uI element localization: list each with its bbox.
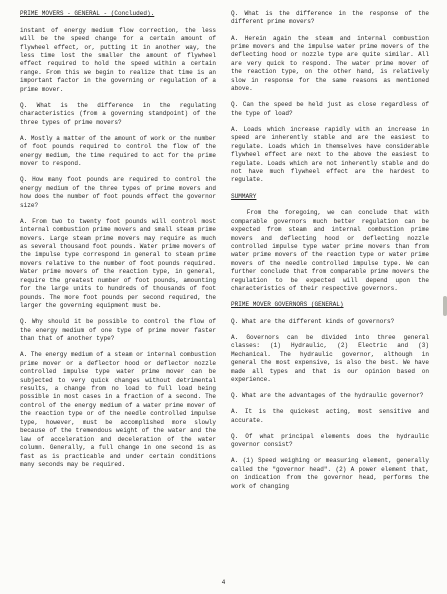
section-heading-prime-movers: PRIME MOVERS - GENERAL - (Concluded). <box>20 10 155 17</box>
answer: A. Mostly a matter of the amount of work or the number of foot pounds required to control the flow of the energy medium, the time required to act for the prime mover to respond. <box>20 134 216 168</box>
question: Q. Can the speed be held just as close regardless of the type of load? <box>231 101 429 117</box>
answer: A. Herein again the steam and internal combustion prime movers and the impulse water prime movers of the deflecting hood or nozzle type are quite similar. All are very quick to respond. The water prime mover of the reaction type, on the other hand, is relatively slow in response for the same reasons as mentioned above. <box>231 34 429 93</box>
answer: A. The energy medium of a steam or internal combustion prime mover or a deflector hood or deflector nozzle controlled impulse type water prime mover can be subjected to very quick changes without detrimental results, a change from no load to full load being possible in most cases in a fraction of a second. The control of the energy medium of a water prime mover of the reaction type or of the needle controlled impulse type, however, must be accomplished more slowly because of the tremendous weight of the water and the law of acceleration and deceleration of the water column. Generally, a full change in one second is as fast as is practicable and under certain conditions many seconds may be required. <box>20 351 216 469</box>
question: Q. Of what principal elements does the hydraulic governor consist? <box>231 432 429 449</box>
answer: A. Loads which increase rapidly with an increase in speed are inherently stable and are the easiest to regulate. Loads which in themselves have considerable flywheel effect are next to the above the easiest to regulate. Loads which are not inherently stable and do not have much flywheel effect are the hardest to regulate. <box>231 125 429 184</box>
summary-heading: SUMMARY <box>231 192 257 200</box>
question: Q. What is the difference in the response of the different prime movers? <box>231 10 429 26</box>
answer: A. (1) Speed weighing or measuring element, generally called the "governor head". (2) A power element that, on indication from the governor head, performs the work of changing <box>231 457 429 490</box>
question: Q. How many foot pounds are required to control the energy medium of the three types of prime movers and how does the number of foot pounds effect the governor size? <box>20 176 216 209</box>
page-number: 4 <box>221 579 226 586</box>
question: Q. What are the different kinds of governors? <box>231 317 395 325</box>
section-heading-governors: PRIME MOVER GOVERNORS (GENERAL) <box>231 301 344 309</box>
right-column <box>231 10 429 499</box>
answer: A. It is the quickest acting, most sensitive and accurate. <box>231 408 429 424</box>
summary-paragraph: From the foregoing, we can conclude that with comparable governors much better regulation can be expected from steam and internal combustion prime movers and deflecting hood or deflecting nozzle controlled impulse type water prime movers than from water prime movers of the reaction type or water prime movers of the needle controlled impulse type. We can further conclude that from comparable prime movers the regulation to be expected will depend upon the characteristics of their respective governors. <box>231 209 429 293</box>
left-column <box>20 10 216 477</box>
answer: A. Governors can be divided into three general classes: (1) Hydraulic, (2) Electric and (3) Mechanical. The hydraulic governor, although in general the most expensive, is also the best. We have made all types and that is our opinion based on experience. <box>231 333 429 384</box>
binding-hole-mark <box>443 296 447 316</box>
answer: A. From two to twenty foot pounds will control most internal combustion prime movers and small steam prime movers. Large steam prime movers may require as much as several thousand foot pounds. Water prime movers of the impulse type correspond in general to steam prime movers relative to the number of foot pounds required. Water prime movers of the reaction type, in general, require the greatest number of foot pounds, amounting for the large units to hundreds of thousands of foot pounds. The more foot pounds per second required, the larger the governing equipment must be. <box>20 217 216 310</box>
paragraph: instant of energy medium flow correction, the less will be the speed change for a certain amount of flywheel effect, or, putting it in another way, the less time lost the smaller the amount of flywheel effect required to hold the speed within a certain range. From this we begin to realize that time is an important factor in the governing or regulation of a prime mover. <box>20 26 216 93</box>
question: Q. What are the advantages of the hydraulic governor? <box>231 392 424 400</box>
question: Q. Why should it be possible to control the flow of the energy medium of one type of prime mover faster than that of another type? <box>20 318 216 343</box>
question: Q. What is the difference in the regulating characteristics (from a governing standpoint) of the three types of prime movers? <box>20 101 216 126</box>
